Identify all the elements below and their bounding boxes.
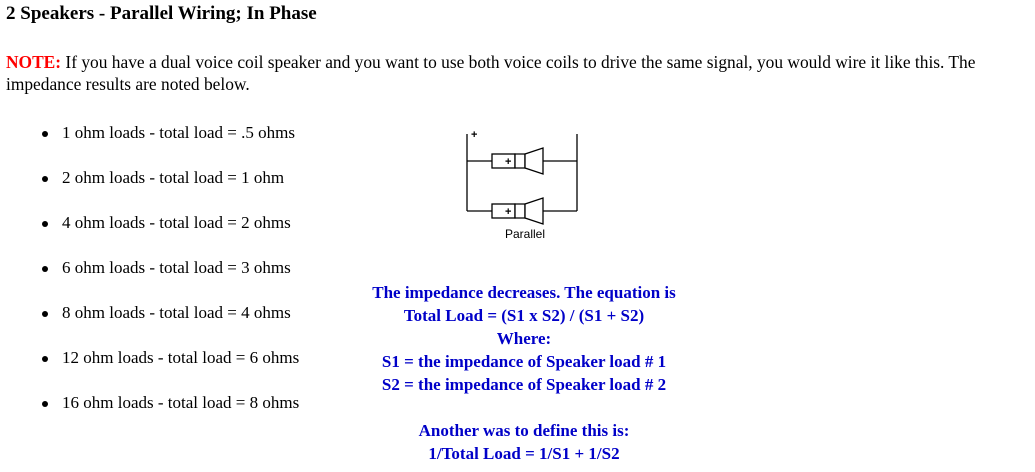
circuit-wires [467, 134, 577, 211]
list-item [40, 256, 299, 301]
equation-formula: Total Load = (S1 x S2) / (S1 + S2) [403, 306, 645, 325]
equation-spacer [344, 396, 704, 419]
note-label: NOTE: [6, 52, 62, 72]
load-text: 16 ohm loads - total load = 8 ohms [62, 393, 300, 412]
list-item [40, 346, 299, 391]
terminal-plus-sign: + [471, 129, 478, 141]
equation-alt-formula: 1/Total Load = 1/S1 + 1/S2 [428, 444, 620, 463]
list-item [40, 391, 299, 436]
list-item [40, 211, 299, 256]
load-text: 12 ohm loads - total load = 6 ohms [62, 348, 300, 367]
load-text: 4 ohm loads - total load = 2 ohms [62, 213, 291, 232]
diagram-caption: Parallel [504, 227, 546, 241]
bullet-icon [42, 356, 48, 362]
bullet-icon [42, 221, 48, 227]
page-title: 2 Speakers - Parallel Wiring; In Phase [6, 3, 317, 24]
impedance-equation-block [344, 281, 704, 465]
bullet-icon [42, 311, 48, 317]
load-text: 1 ohm loads - total load = .5 ohms [62, 123, 295, 142]
list-item [40, 166, 299, 211]
parallel-wiring-diagram [455, 126, 595, 244]
load-text: 6 ohm loads - total load = 3 ohms [62, 258, 291, 277]
load-text: 2 ohm loads - total load = 1 ohm [62, 168, 285, 187]
list-item [40, 121, 299, 166]
equation-s2-definition: S2 = the impedance of Speaker load # 2 [381, 375, 667, 394]
equation-alt-intro: Another was to define this is: [418, 421, 630, 440]
speaker-1-icon [492, 148, 543, 174]
equation-where: Where: [496, 329, 552, 348]
load-list [40, 121, 299, 436]
equation-s1-definition: S1 = the impedance of Speaker load # 1 [381, 352, 667, 371]
note-text: If you have a dual voice coil speaker and you want to use both voice coils to drive the same signal, you would wire it like this. The impedance results are noted below. [6, 52, 976, 94]
bullet-icon [42, 176, 48, 182]
load-text: 8 ohm loads - total load = 4 ohms [62, 303, 291, 322]
speaker-2-icon [492, 198, 543, 224]
list-item [40, 301, 299, 346]
bullet-icon [42, 131, 48, 137]
speaker-2-plus-sign: + [505, 206, 512, 218]
equation-intro: The impedance decreases. The equation is [372, 283, 676, 302]
note-paragraph [6, 51, 1035, 95]
speaker-1-plus-sign: + [505, 156, 512, 168]
bullet-icon [42, 401, 48, 407]
bullet-icon [42, 266, 48, 272]
